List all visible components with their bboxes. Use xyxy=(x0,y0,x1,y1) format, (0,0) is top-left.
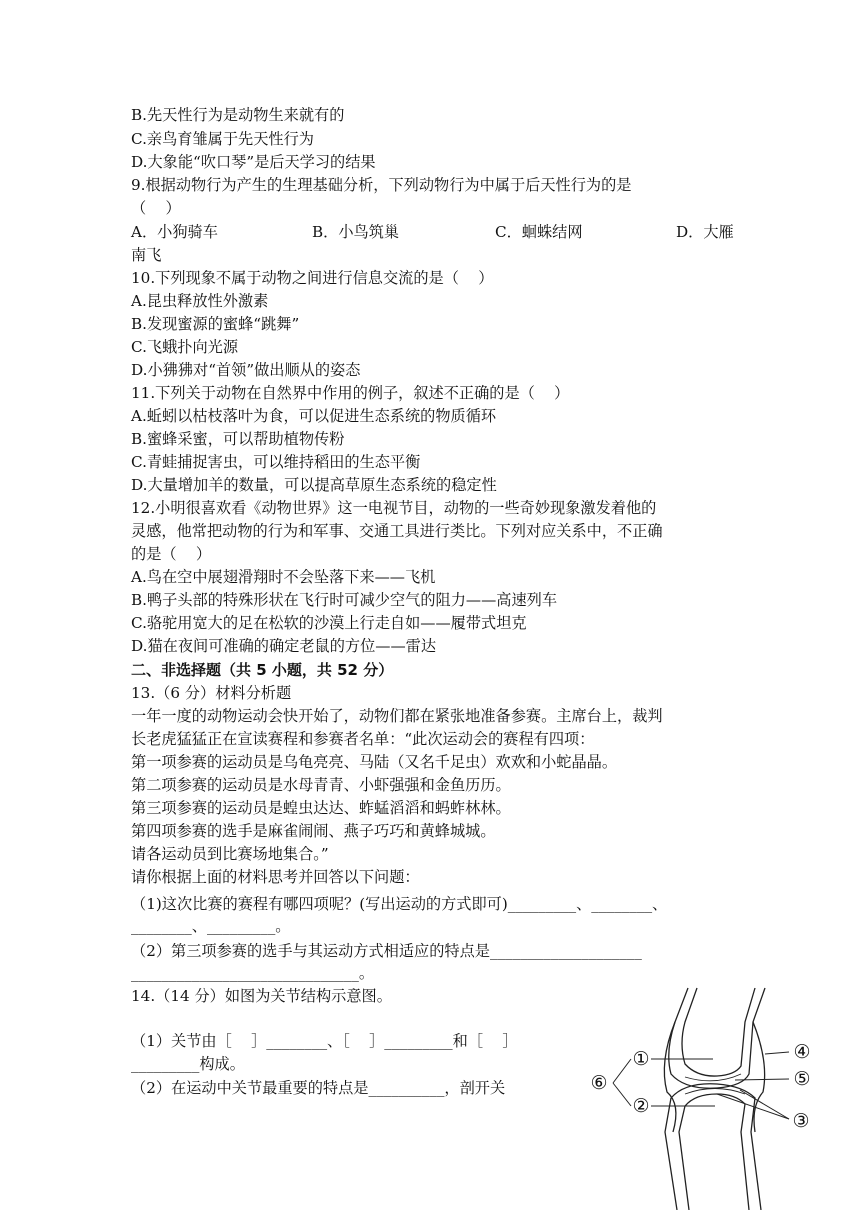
q12-option-b: B.鸭子头部的特殊形状在飞行时可减少空气的阻力——高速列车 xyxy=(131,591,558,609)
q12-stem-1: 12.小明很喜欢看《动物世界》这一电视节目，动物的一些奇妙现象激发着他的 xyxy=(131,499,657,517)
q11-stem: 11.下列关于动物在自然界中作用的例子，叙述不正确的是（ ） xyxy=(131,384,570,402)
q12-option-d: D.猫在夜间可准确的确定老鼠的方位——雷达 xyxy=(131,637,437,655)
q10-stem: 10.下列现象不属于动物之间进行信息交流的是（ ） xyxy=(131,269,494,287)
q9-option-d: D．大雁 xyxy=(676,223,734,241)
label-5: ⑤ xyxy=(793,1068,811,1090)
label-6: ⑥ xyxy=(590,1072,608,1094)
q14-part2: （2）在运动中关节最重要的特点是__________，剖开关 xyxy=(131,1079,506,1097)
q13-heading: 13.（6 分）材料分析题 xyxy=(131,684,292,702)
q8-option-c: C.亲鸟育雏属于先天性行为 xyxy=(131,130,314,148)
q13-material-4: 第二项参赛的运动员是水母青青、小虾强强和金鱼历历。 xyxy=(131,776,511,794)
q9-option-c: C．蛔蛛结网 xyxy=(495,223,583,241)
q9-option-a: A．小狗骑车 xyxy=(131,223,218,241)
q13-material-1: 一年一度的动物运动会快开始了，动物们都在紧张地准备参赛。主席台上，裁判 xyxy=(131,707,663,725)
q13-material-6: 第四项参赛的选手是麻雀闹闹、燕子巧巧和黄蜂城城。 xyxy=(131,822,496,840)
q8-option-b: B.先天性行为是动物生来就有的 xyxy=(131,106,345,124)
q9-option-d-cont: 南飞 xyxy=(131,246,162,264)
joint-structure-diagram xyxy=(585,982,830,1210)
label-1: ① xyxy=(632,1048,650,1070)
q13-material-7: 请各运动员到比赛场地集合。” xyxy=(131,845,329,863)
q10-option-a: A.昆虫释放性外激素 xyxy=(131,292,269,310)
q13-material-5: 第三项参赛的运动员是蝗虫达达、蚱蜢滔滔和蚂蚱林林。 xyxy=(131,799,511,817)
q13-material-3: 第一项参赛的运动员是乌龟亮亮、马陆（又名千足虫）欢欢和小蛇晶晶。 xyxy=(131,753,617,771)
q9-blank: （ ） xyxy=(131,199,181,217)
q9-option-b: B．小鸟筑巢 xyxy=(312,223,400,241)
q12-option-a: A.鸟在空中展翅滑翔时不会坠落下来——飞机 xyxy=(131,568,436,586)
q10-option-d: D.小狒狒对“首领”做出顺从的姿态 xyxy=(131,361,361,379)
q14-part1: （1）关节由［ ］________、［ ］_________和［ ］ xyxy=(131,1032,518,1050)
label-2: ② xyxy=(632,1095,650,1117)
q13-material-2: 长老虎猛猛正在宣读赛程和参赛者名单：“此次运动会的赛程有四项： xyxy=(131,730,595,748)
q11-option-b: B.蜜蜂采蜜，可以帮助植物传粉 xyxy=(131,430,345,448)
q14-part1-cont: _________构成。 xyxy=(131,1055,245,1073)
q13-prompt: 请你根据上面的材料思考并回答以下问题： xyxy=(131,868,420,886)
q14-heading: 14.（14 分）如图为关节结构示意图。 xyxy=(131,987,392,1005)
section-heading: 二、非选择题（共 5 小题，共 52 分） xyxy=(131,661,394,679)
label-4: ④ xyxy=(793,1041,811,1063)
q13-part2: （2）第三项参赛的选手与其运动方式相适应的特点是____________________ xyxy=(131,942,642,960)
q13-part1-cont: ________、_________。 xyxy=(131,917,291,935)
q12-option-c: C.骆驼用宽大的足在松软的沙漠上行走自如——履带式坦克 xyxy=(131,614,527,632)
q11-option-d: D.大量增加羊的数量，可以提高草原生态系统的稳定性 xyxy=(131,476,497,494)
q11-option-c: C.青蛙捕捉害虫，可以维持稻田的生态平衡 xyxy=(131,453,421,471)
q13-part1: （1)这次比赛的赛程有哪四项呢？(写出运动的方式即可)_________、________、 xyxy=(131,895,668,913)
q13-part2-cont: ______________________________。 xyxy=(131,964,374,982)
q12-stem-3: 的是（ ） xyxy=(131,545,212,563)
label-3: ③ xyxy=(792,1110,810,1132)
q9-stem: 9.根据动物行为产生的生理基础分析，下列动物行为中属于后天性行为的是 xyxy=(131,176,632,194)
q8-option-d: D.大象能“吹口琴”是后天学习的结果 xyxy=(131,153,376,171)
q10-option-c: C.飞蛾扑向光源 xyxy=(131,338,239,356)
q11-option-a: A.蚯蚓以枯枝落叶为食，可以促进生态系统的物质循环 xyxy=(131,407,497,425)
q10-option-b: B.发现蜜源的蜜蜂“跳舞” xyxy=(131,315,300,333)
q12-stem-2: 灵感，他常把动物的行为和军事、交通工具进行类比。下列对应关系中，不正确 xyxy=(131,522,663,540)
